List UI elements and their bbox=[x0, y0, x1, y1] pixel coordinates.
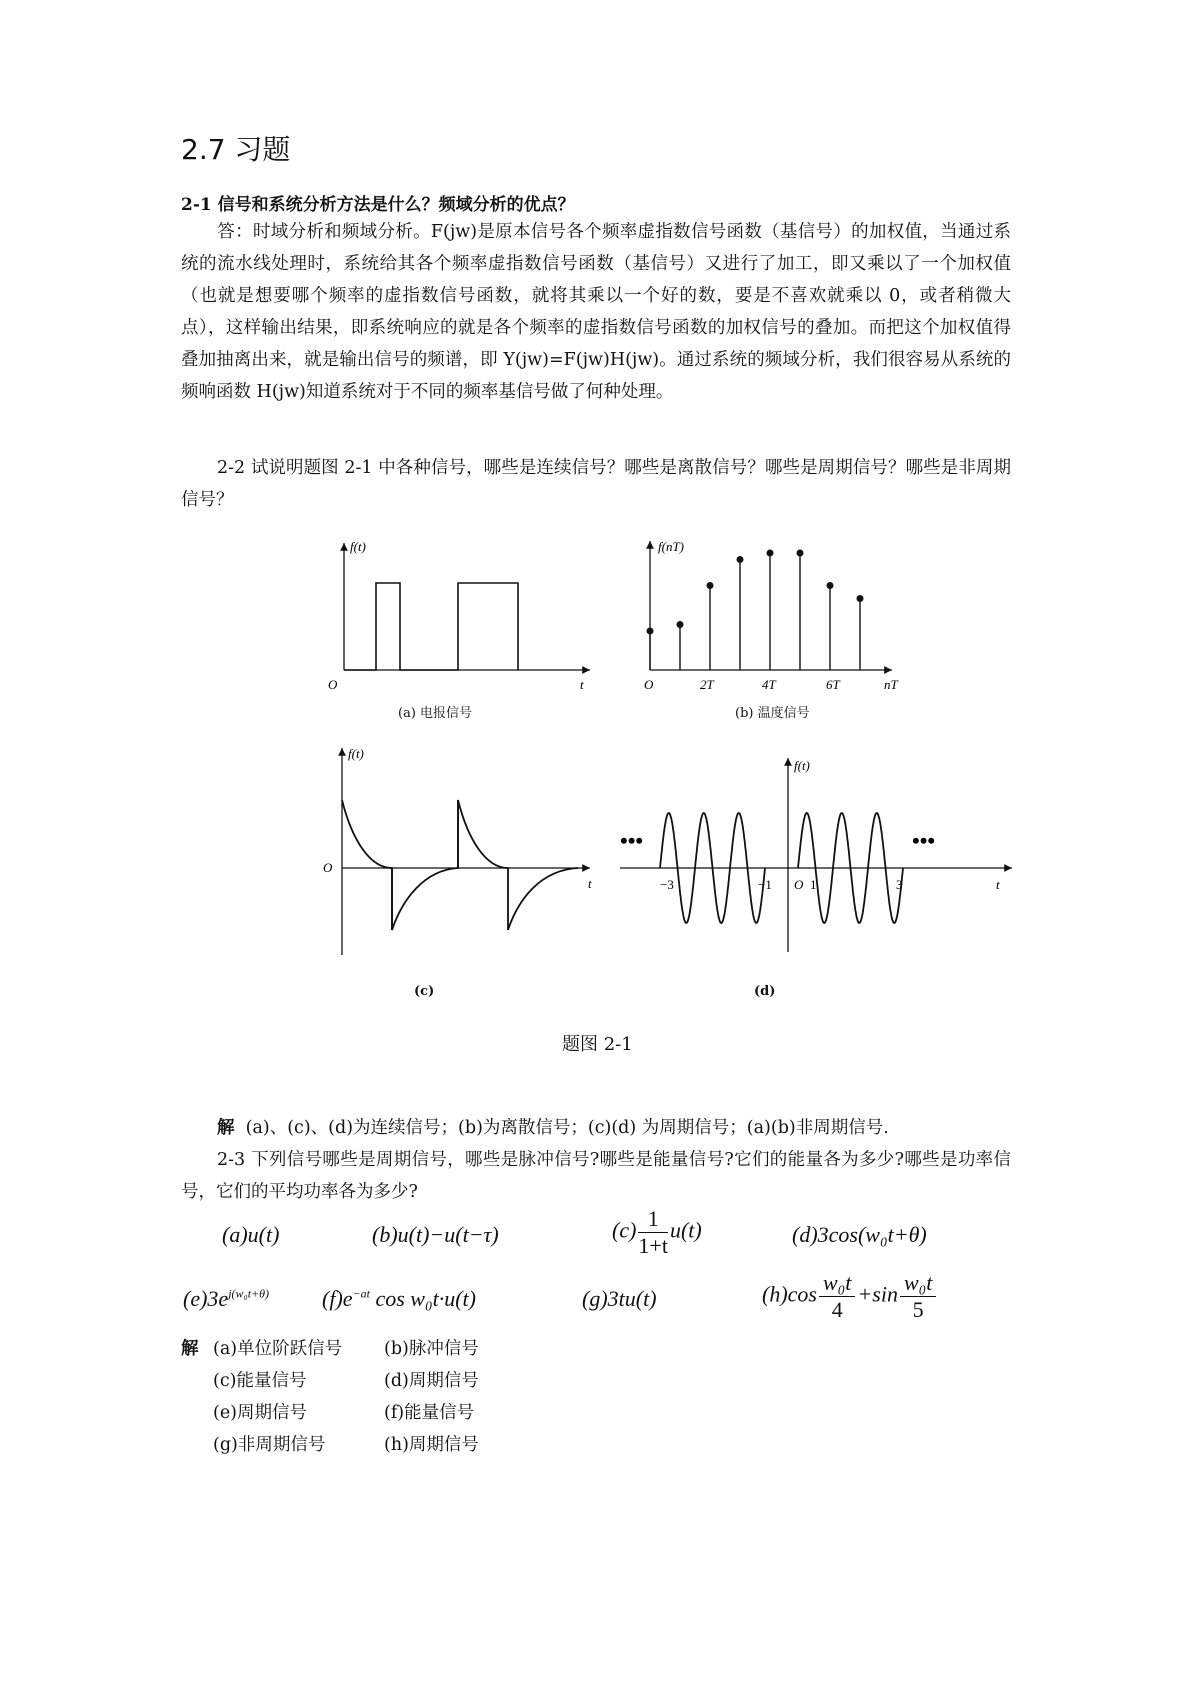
figure-c-exponential-pulses bbox=[318, 740, 608, 965]
tick-neg1: −1 bbox=[758, 877, 772, 892]
formula-h: (h)cos $\frac{\text{w₀t}}{4}$ +sin $\frac{\text{w₀t}}{5}$ bbox=[762, 1270, 938, 1323]
answer-text: 答：时域分析和频域分析。F(jw)是原本信号各个频率虚指数信号函数（基信号）的加权值，当通过系统的流水线处理时，系统给其各个频率虚指数信号函数（基信号）又进行了加工，即又乘以了一个加权值（也就是想要哪个频率的虚指数信号函数，就将其乘以一个好的数，要是不喜欢就乘以 0，或者稍微大点），这样输出结果，即系统响应的就是各个频率的虚指数信号函数的加权信号的叠加。而把这个加权值得叠加抽离出来，就是输出信号的频谱，即 Y(jw)=F(jw)H(jw)。通过系统的频域分析，我们很容易从系统的频响函数 H(jw)知道系统对于不同的频率基信号做了何种处理。 bbox=[181, 222, 1011, 402]
tick-6T: 6T bbox=[826, 677, 840, 692]
tick-3: 3 bbox=[896, 877, 903, 892]
figure-d-periodic-sine-bursts bbox=[620, 752, 1020, 957]
sample-point bbox=[737, 556, 744, 563]
origin-label: O bbox=[328, 677, 338, 692]
figure-b-caption: (b) 温度信号 bbox=[735, 706, 810, 721]
x-label: t bbox=[580, 677, 584, 692]
figure-a-caption: (a) 电报信号 bbox=[398, 706, 473, 721]
origin-label: O bbox=[323, 860, 333, 875]
origin-label: O bbox=[644, 677, 654, 692]
question-2-3 bbox=[181, 1144, 1011, 1208]
formula-f: $(f)e^{-at}$ cos w₀t·u(t) bbox=[322, 1286, 476, 1311]
question-2-3-text: 2-3 下列信号哪些是周期信号，哪些是脉冲信号?哪些是能量信号?它们的能量各为多少?哪些是功率信号，它们的平均功率各为多少? bbox=[181, 1150, 1011, 1202]
figure-a-telegraph-signal bbox=[320, 535, 610, 715]
answer-item: (b)脉冲信号 bbox=[384, 1339, 479, 1359]
sample-point bbox=[797, 550, 804, 557]
answer-item: (c)能量信号 bbox=[213, 1371, 307, 1391]
y-label: f(t) bbox=[794, 758, 810, 773]
tick-1: 1 bbox=[810, 877, 817, 892]
sample-point bbox=[767, 550, 774, 557]
figure-d-caption: (d) bbox=[754, 984, 776, 999]
answer-item: (g)非周期信号 bbox=[213, 1435, 326, 1455]
question-2-2-answer bbox=[181, 1112, 1011, 1144]
y-label: f(t) bbox=[350, 539, 366, 554]
formula-b: (b)u(t)−u(t−τ) bbox=[372, 1222, 499, 1247]
sample-point bbox=[677, 621, 684, 628]
tick-2T: 2T bbox=[700, 677, 714, 692]
answer-label: 解 bbox=[217, 1118, 235, 1138]
answer-item: (f)能量信号 bbox=[384, 1403, 475, 1423]
y-label: f(t) bbox=[348, 746, 364, 761]
question-2-2 bbox=[181, 452, 1011, 516]
figure-c-caption: (c) bbox=[414, 984, 435, 999]
answer-item: (e)周期信号 bbox=[213, 1403, 308, 1423]
sample-point bbox=[857, 595, 864, 602]
tick-neg3: −3 bbox=[660, 877, 674, 892]
question-2-2-text: 2-2 试说明题图 2-1 中各种信号，哪些是连续信号？哪些是离散信号？哪些是周期信号？哪些是非周期信号？ bbox=[181, 458, 1011, 510]
x-label: t bbox=[996, 877, 1000, 892]
pulse-train bbox=[344, 583, 518, 670]
formula-a: (a)u(t) bbox=[222, 1222, 280, 1247]
tick-4T: 4T bbox=[762, 677, 776, 692]
formula-e: $(e)3e^{j(w_0t+\theta)}$ bbox=[183, 1286, 270, 1311]
sample-point bbox=[707, 582, 714, 589]
answer-item: (h)周期信号 bbox=[384, 1435, 479, 1455]
x-label: nT bbox=[884, 677, 898, 692]
y-label: f(nT) bbox=[658, 539, 684, 554]
answer-item: (a)单位阶跃信号 bbox=[213, 1339, 343, 1359]
answer-label: 解 bbox=[181, 1339, 199, 1359]
section-title: 2.7 习题 bbox=[181, 133, 291, 166]
answer-text: (a)、(c)、(d)为连续信号；(b)为离散信号；(c)(d) 为周期信号；(a)(b)非周期信号. bbox=[245, 1118, 889, 1138]
sample-point bbox=[827, 582, 834, 589]
formula-c: (c) $\frac{1}{1+t}$ u(t) bbox=[612, 1206, 702, 1258]
waveform bbox=[342, 800, 578, 930]
x-label: t bbox=[588, 876, 592, 891]
figure-caption: 题图 2-1 bbox=[562, 1034, 633, 1055]
question-2-1-title: 2-1 信号和系统分析方法是什么？频域分析的优点？ bbox=[181, 195, 575, 215]
formula-g: (g)3tu(t) bbox=[582, 1286, 657, 1311]
sample-point bbox=[647, 628, 654, 635]
ellipsis-right: ••• bbox=[912, 828, 936, 853]
question-2-1-answer bbox=[181, 216, 1011, 408]
answer-item: (d)周期信号 bbox=[384, 1371, 479, 1391]
formula-d: (d)3cos(w₀t+θ) bbox=[792, 1222, 927, 1247]
origin-label: O bbox=[794, 877, 804, 892]
figure-b-temperature-signal bbox=[630, 535, 910, 715]
ellipsis-left: ••• bbox=[620, 828, 644, 853]
